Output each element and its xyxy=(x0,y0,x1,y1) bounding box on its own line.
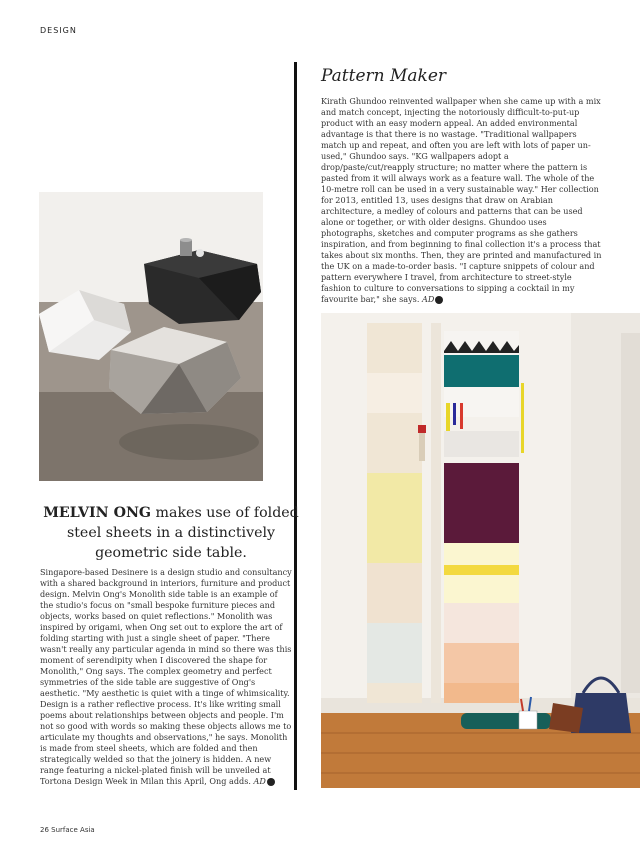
wallpaper-photo xyxy=(321,313,640,788)
monolith-table-photo xyxy=(39,192,263,481)
wallpaper-illustration xyxy=(321,313,640,788)
section-label: DESIGN xyxy=(40,26,77,35)
left-article-headline xyxy=(40,503,302,563)
left-article-signoff: AD xyxy=(253,776,266,786)
right-article-title: Pattern Maker xyxy=(321,66,447,86)
left-article-body xyxy=(40,567,292,787)
right-article-signoff: AD xyxy=(422,294,435,304)
monolith-table-illustration xyxy=(39,192,263,481)
end-mark-icon xyxy=(435,296,443,304)
right-article-body xyxy=(321,96,603,305)
end-mark-icon xyxy=(267,778,275,786)
right-article-text: Kirath Ghundoo reinvented wallpaper when she came up with a mix and match concept, injecting the notoriously difficult-to-put-up product with an easy modern appeal. An added environmental advantage is that there is no wastage. "Traditional wallpapers match up and repeat, and often you are left with lots of paper un-used," Ghundoo says. "KG wallpapers adopt a drop/paste/cut/reapply structure; no matter where the pattern is pasted from it will always work as a feature wall. The whole of the 10-metre roll can be used in a very sustainable way." Her collection for 2013, entitled 13, uses designs that draw on Arabian architecture, a medley of colours and patterns that can be used alone or together, or with older designs. Ghundoo uses photographs, sketches and computer programs as she gathers inspiration, and from beginning to final collection it's a process that takes about six months. Then, they are printed and manufactured in the UK on a made-to-order basis. "I capture snippets of colour and pattern everywhere I travel, from architecture to street-style fashion to culture to conversations to sipping a cocktail in my favourite bar," she says. xyxy=(321,96,602,304)
headline-text: makes use of folded steel sheets in a distinctively geometric side table. xyxy=(66,505,299,561)
headline-name: MELVIN ONG xyxy=(43,505,152,521)
left-article-text: Singapore-based Desinere is a design studio and consultancy with a shared background in interiors, furniture and product design. Melvin Ong's Monolith side table is an example of the studio's focus on "small bespoke furniture pieces and objects, works based on quiet reflections." Monolith was inspired by origami, when Ong set out to explore the art of folding starting with just a single sheet of paper. "There wasn't really any particular agenda in mind so there was this moment of serendipity when I discovered the shape for Monolith," Ong says. The complex geometry and perfect symmetries of the side table are suggestive of Ong's aesthetic. "My aesthetic is quiet with a tinge of whimsicality. Design is a rather reflective process. It's like writing small poems about relationships between objects and people. I'm not so good with words so making these objects allows me to articulate my thoughts and observations," he says. Monolith is made from steel sheets, which are folded and then strategically welded so that the joinery is hidden. A new range featuring a nickel-plated finish will be unveiled at Tortona Design Week in Milan this April, Ong adds. xyxy=(40,567,292,786)
column-divider xyxy=(294,62,297,790)
page-footer: 26 Surface Asia xyxy=(40,826,95,834)
